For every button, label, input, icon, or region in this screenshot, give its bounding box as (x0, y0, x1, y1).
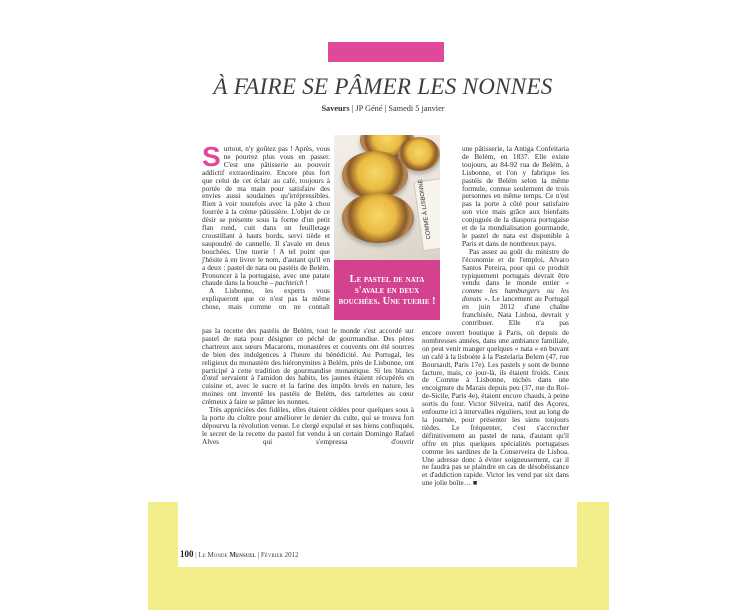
paragraph-text: Pas assez au goût du ministre de l'économie et de l'emploi, Alvaro Santos Pereira, pour qui ce produit typiquement portugais devrait être vendu dans le monde entier (462, 246, 569, 288)
article-title: À FAIRE SE PÂMER LES NONNES (213, 74, 553, 99)
column-1-top (202, 141, 330, 325)
page-number: 100 (180, 549, 194, 559)
publication-name-bold: Mensuel (229, 551, 256, 559)
column-2-top (462, 145, 569, 327)
footer-separator: | (257, 551, 260, 559)
paragraph-3-continued: une pâtisserie, la Antiga Confeitaria de Belém, en 1837. Elle existe toujours, au 84-92 rua de Belém, à Lisbonne, et l'on y fabrique les pastéis de Belém selon la même formule, connue seulement de trois personnes en même temps. Ce n'est pas la porte à côté pour satisfaire son vice mais grâce aux bienfaits conjugués de la diaspora portugaise et de la mondialisation gourmande, le pastel de nata est disponible à Paris et dans de nombreux pays. (462, 144, 569, 248)
paragraph-2: A Lisbonne, les experts vous expliqueront que ce n'est pas la même chose, mais comme on ne connaît (202, 286, 330, 312)
page-footer (180, 549, 299, 559)
paragraph-1 (202, 141, 330, 288)
rubric: Saveurs (321, 104, 350, 113)
italic-quote: « comme les hamburgers ou les donuts » (462, 278, 569, 304)
paragraph-4 (462, 248, 569, 327)
column-2-bottom (422, 329, 569, 487)
paragraph-text: ! (303, 278, 308, 288)
paragraph-text: . Le lancement au Portugal en juin 2012 d'une chaîne franchisée, Nata Lisboa, devrait y contribuer. Elle n'a pas (462, 294, 569, 327)
publication-name: Le Monde (198, 551, 228, 559)
author: JP Géné (355, 104, 383, 113)
drop-cap: S (202, 141, 221, 172)
paragraph-2-continued: pas la recette des pastéis de Belém, tout le monde s'est accordé sur pastel de nata pour désigner ce péché de gourmandise. Des pères chartreux aux sœurs Macarons, monastères et couvents ont été sources de bien des indulgences à l'heure du bénédicité. Au Portugal, les religieux du monastère des hiéronymites à Belém, près de Lisbonne, ont participé à cette tradition de gourmandise monastique. Si les blancs d'œuf servaient à l'amidon des habits, les jaunes étaient récupérés en cuisine et, avec le sucre et la farine des impôts levés en nature, les moines ont inventé les pastéis de Belém, des tartelettes au cœur crémeux à faire se pâmer les nonnes. (202, 326, 414, 407)
label-text: COMME À LISBONNE (418, 178, 433, 240)
section-color-bar (328, 42, 444, 62)
byline (150, 104, 616, 113)
tart-image (342, 151, 408, 199)
byline-separator: | (384, 104, 387, 113)
issue-date: Février 2012 (260, 551, 299, 559)
tart-image (342, 193, 414, 243)
publication-date: Samedi 5 janvier (388, 104, 445, 113)
column-1-bottom (202, 327, 414, 446)
paragraph-4-continued: encore ouvert boutique à Paris, où depuis de nombreuses années, dans une ambiance familiale, on peut venir manger quelques « nata » en buvant un café à la lisboète à la Pastelaria Belem (47, rue Boursault, Paris 17e). Les pastels y sont de bonne facture, mais, ce jour-là, ils étaient froids. Ceux de Comme à Lisbonne, nichés dans une encoignure du Marais depuis peu (37, rue du Roi-de-Sicile, Paris 4e), étaient encore chauds, à peine sortis du four. Victor Silveira, natif des Açores, enfourne ici à intervalles réguliers, tout au long de la journée, pour présenter les siens toujours tièdes. Le fréquenter, c'est s'accrocher définitivement au pastel de nata, d'autant qu'il offre en plus quelques spécialités portugaises comme les sardines de la Conserveira de Lisboa. Une adresse donc à éviter soigneusement, car il ne faudra pas se plaindre en cas de désobéissance et d'addiction rapide. Victor les vend par six dans une jolie boîte… ■ (422, 328, 569, 488)
italic-word: pachteich (275, 278, 304, 288)
pull-quote-text: Le pastel de nata s'avale en deux bouchées. Une tuerie ! (338, 273, 436, 307)
column-2 (422, 145, 569, 487)
footer-separator: | (195, 551, 197, 559)
paragraph-3: Très appréciées des fidèles, elles étaient cédées pour quelques sous à la porte du cloître pour améliorer le denier du culte, qui se trouva fort dépourvu la révolution venue. Le clergé expulsé et ses biens confisqués, le secret de la recette du pastel fut vendu à un certain Domingo Rafael Alves qui s'empressa d'ouvrir (202, 405, 414, 446)
paragraph-text: urtout, n'y goûtez pas ! Après, vous ne pourrez plus vous en passer. C'est une pâtisserie au pouvoir addictif extraordinaire. Encore plus fort que celui de cet éclair au café, toujours à portée de ma main pour satisfaire des envies aussi soudaines qu'irrépressibles. Rien à voir toutefois avec la pâte à chou fourrée à la crème pâtissière. L'objet de ce désir se présente sous la forme d'un petit flan rond, cuit dans un feuilletage croustillant à hauts bords, servi tiède et saupoudré de cannelle. Il s'avale en deux bouchées. Une tuerie ! A tel point que j'hésite à en livrer le nom, d'autant qu'il en a deux : pastel de nata ou pastéis de Belém. Prononcer à la portugaise, avec une patate chaude dans la bouche – (202, 144, 330, 288)
byline-separator: | (351, 104, 354, 113)
